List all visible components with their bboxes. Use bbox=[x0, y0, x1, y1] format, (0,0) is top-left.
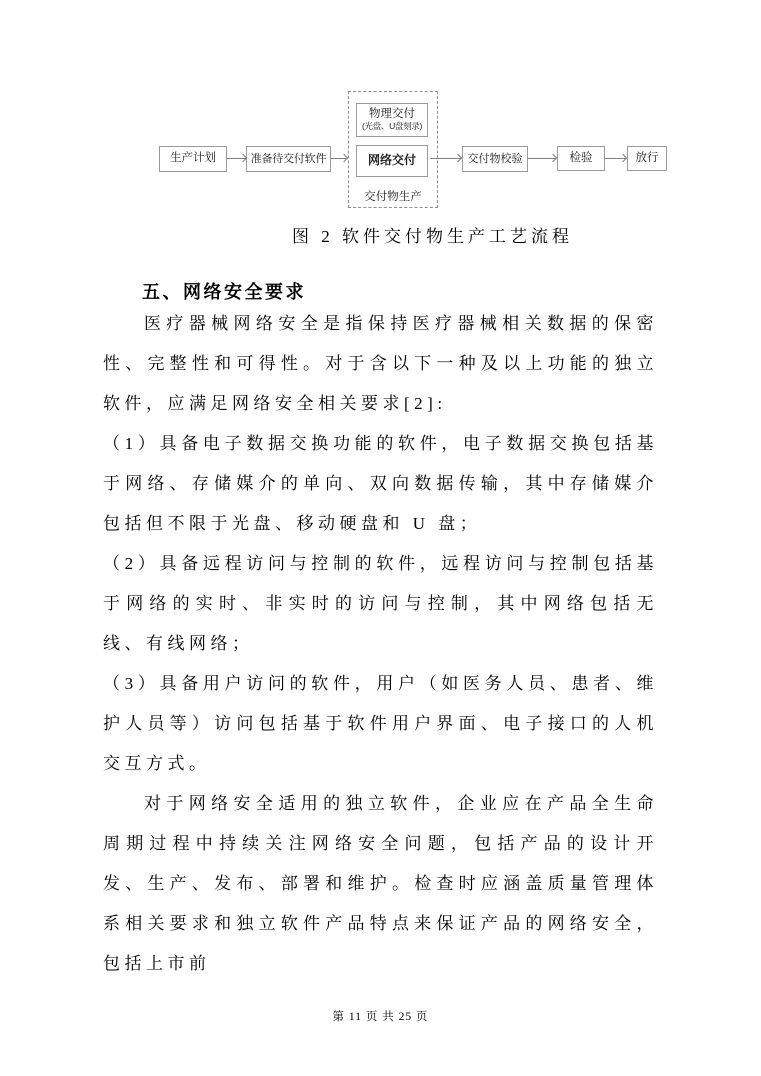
flow-node-physical-delivery bbox=[356, 103, 428, 137]
flow-node-label: 生产计划 bbox=[170, 152, 216, 165]
flow-arrow bbox=[528, 158, 556, 159]
flow-node-label: 网络交付 bbox=[367, 153, 416, 168]
section-heading: 五、网络安全要求 bbox=[142, 282, 306, 302]
page-number: 第 11 页 共 25 页 bbox=[332, 1011, 429, 1023]
paragraph: （3）具备用户访问的软件，用户（如医务人员、患者、维护人员等）访问包括基于软件用户界面、电子接口的人机交互方式。 bbox=[103, 674, 658, 773]
page-footer bbox=[0, 1008, 761, 1024]
flow-group-label bbox=[348, 188, 438, 204]
section-content bbox=[103, 280, 658, 984]
flow-arrow bbox=[430, 158, 461, 159]
process-flowchart bbox=[0, 0, 761, 215]
flow-node-prepare-software bbox=[246, 146, 331, 172]
flow-node-production-plan bbox=[159, 146, 227, 172]
flow-node-label: 检验 bbox=[569, 151, 593, 164]
figure-caption bbox=[0, 222, 761, 247]
flow-group-label-text: 交付物生产 bbox=[364, 191, 422, 203]
flow-node-network-delivery bbox=[356, 145, 428, 177]
paragraph: （1）具备电子数据交换功能的软件，电子数据交换包括基于网络、存储媒介的单向、双向数据传输，其中存储媒介包括但不限于光盘、移动硬盘和 U 盘； bbox=[103, 434, 658, 533]
flow-arrow bbox=[331, 158, 347, 159]
physical-delivery-detail: (光盘、U盘刻录) bbox=[361, 121, 423, 132]
flow-arrow bbox=[605, 158, 626, 159]
flow-node-label bbox=[362, 108, 422, 132]
flow-node-release bbox=[627, 146, 667, 171]
flow-node-deliverable-verification bbox=[462, 146, 528, 172]
figure-caption-text: 图 2 软件交付物生产工艺流程 bbox=[292, 227, 573, 246]
flow-arrow bbox=[227, 158, 246, 159]
flow-node-label: 交付物校验 bbox=[467, 152, 523, 165]
flow-node-inspection bbox=[557, 146, 605, 171]
flow-node-label: 放行 bbox=[635, 151, 659, 164]
paragraph: 对于网络安全适用的独立软件，企业应在产品全生命周期过程中持续关注网络安全问题，包括产品的设计开发、生产、发布、部署和维护。检查时应涵盖质量管理体系相关要求和独立软件产品特点来保证产品的网络安全，包括上市前 bbox=[103, 794, 658, 973]
physical-delivery-title: 物理交付 bbox=[368, 108, 415, 120]
paragraph: 医疗器械网络安全是指保持医疗器械相关数据的保密性、完整性和可得性。对于含以下一种及以上功能的独立软件，应满足网络安全相关要求[2]: bbox=[103, 314, 658, 413]
paragraph: （2）具备远程访问与控制的软件，远程访问与控制包括基于网络的实时、非实时的访问与控制，其中网络包括无线、有线网络； bbox=[103, 554, 658, 653]
flow-node-label: 准备待交付软件 bbox=[250, 152, 327, 165]
